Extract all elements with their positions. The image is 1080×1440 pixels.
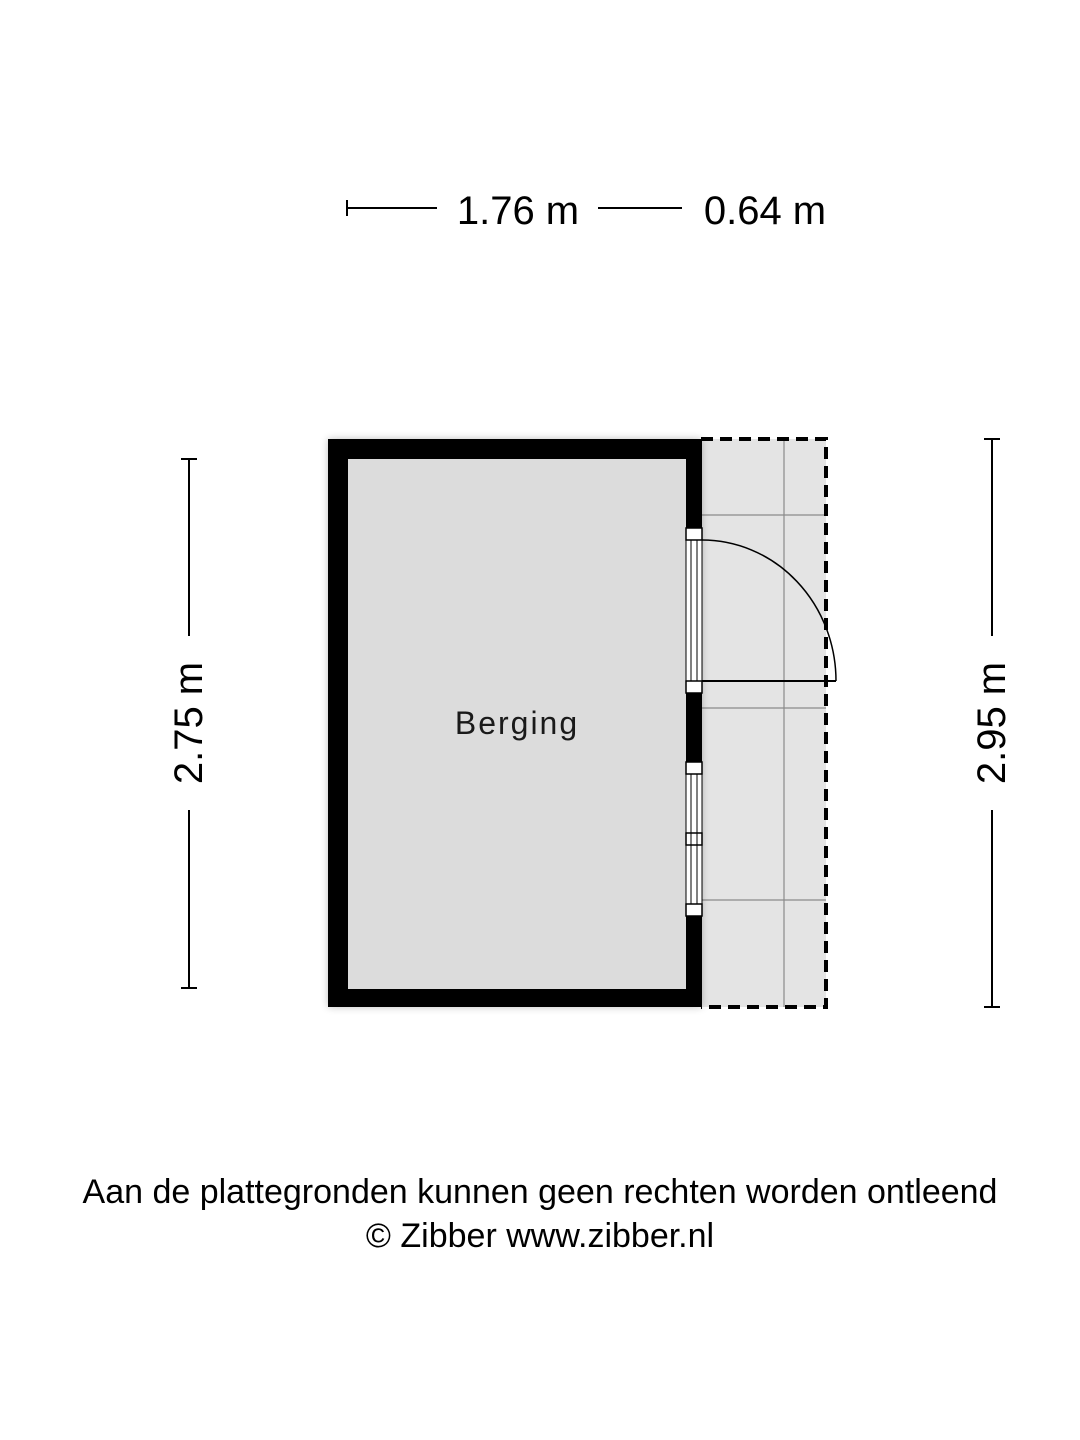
window-jamb-top xyxy=(686,762,702,774)
footer-disclaimer: Aan de plattegronden kunnen geen rechten worden ontleend xyxy=(82,1173,998,1211)
room-label-berging: Berging xyxy=(454,705,580,741)
top-width-extension-label: 0.64 m xyxy=(703,189,827,233)
left-dimension xyxy=(167,459,211,988)
window-mullion xyxy=(686,833,702,845)
door-jamb-bottom xyxy=(686,681,702,693)
top-dimension xyxy=(347,189,826,233)
window xyxy=(686,762,702,916)
door-jamb-top xyxy=(686,528,702,540)
window-jamb-bottom xyxy=(686,904,702,916)
top-width-main-label: 1.76 m xyxy=(456,189,580,233)
footer-copyright: © Zibber www.zibber.nl xyxy=(365,1217,715,1255)
right-dimension xyxy=(970,439,1014,1007)
door-opening xyxy=(686,528,702,693)
left-height-label: 2.75 m xyxy=(167,661,211,785)
right-height-label: 2.95 m xyxy=(970,661,1014,785)
extension-area xyxy=(701,439,826,1007)
extension-floor xyxy=(701,439,826,1007)
